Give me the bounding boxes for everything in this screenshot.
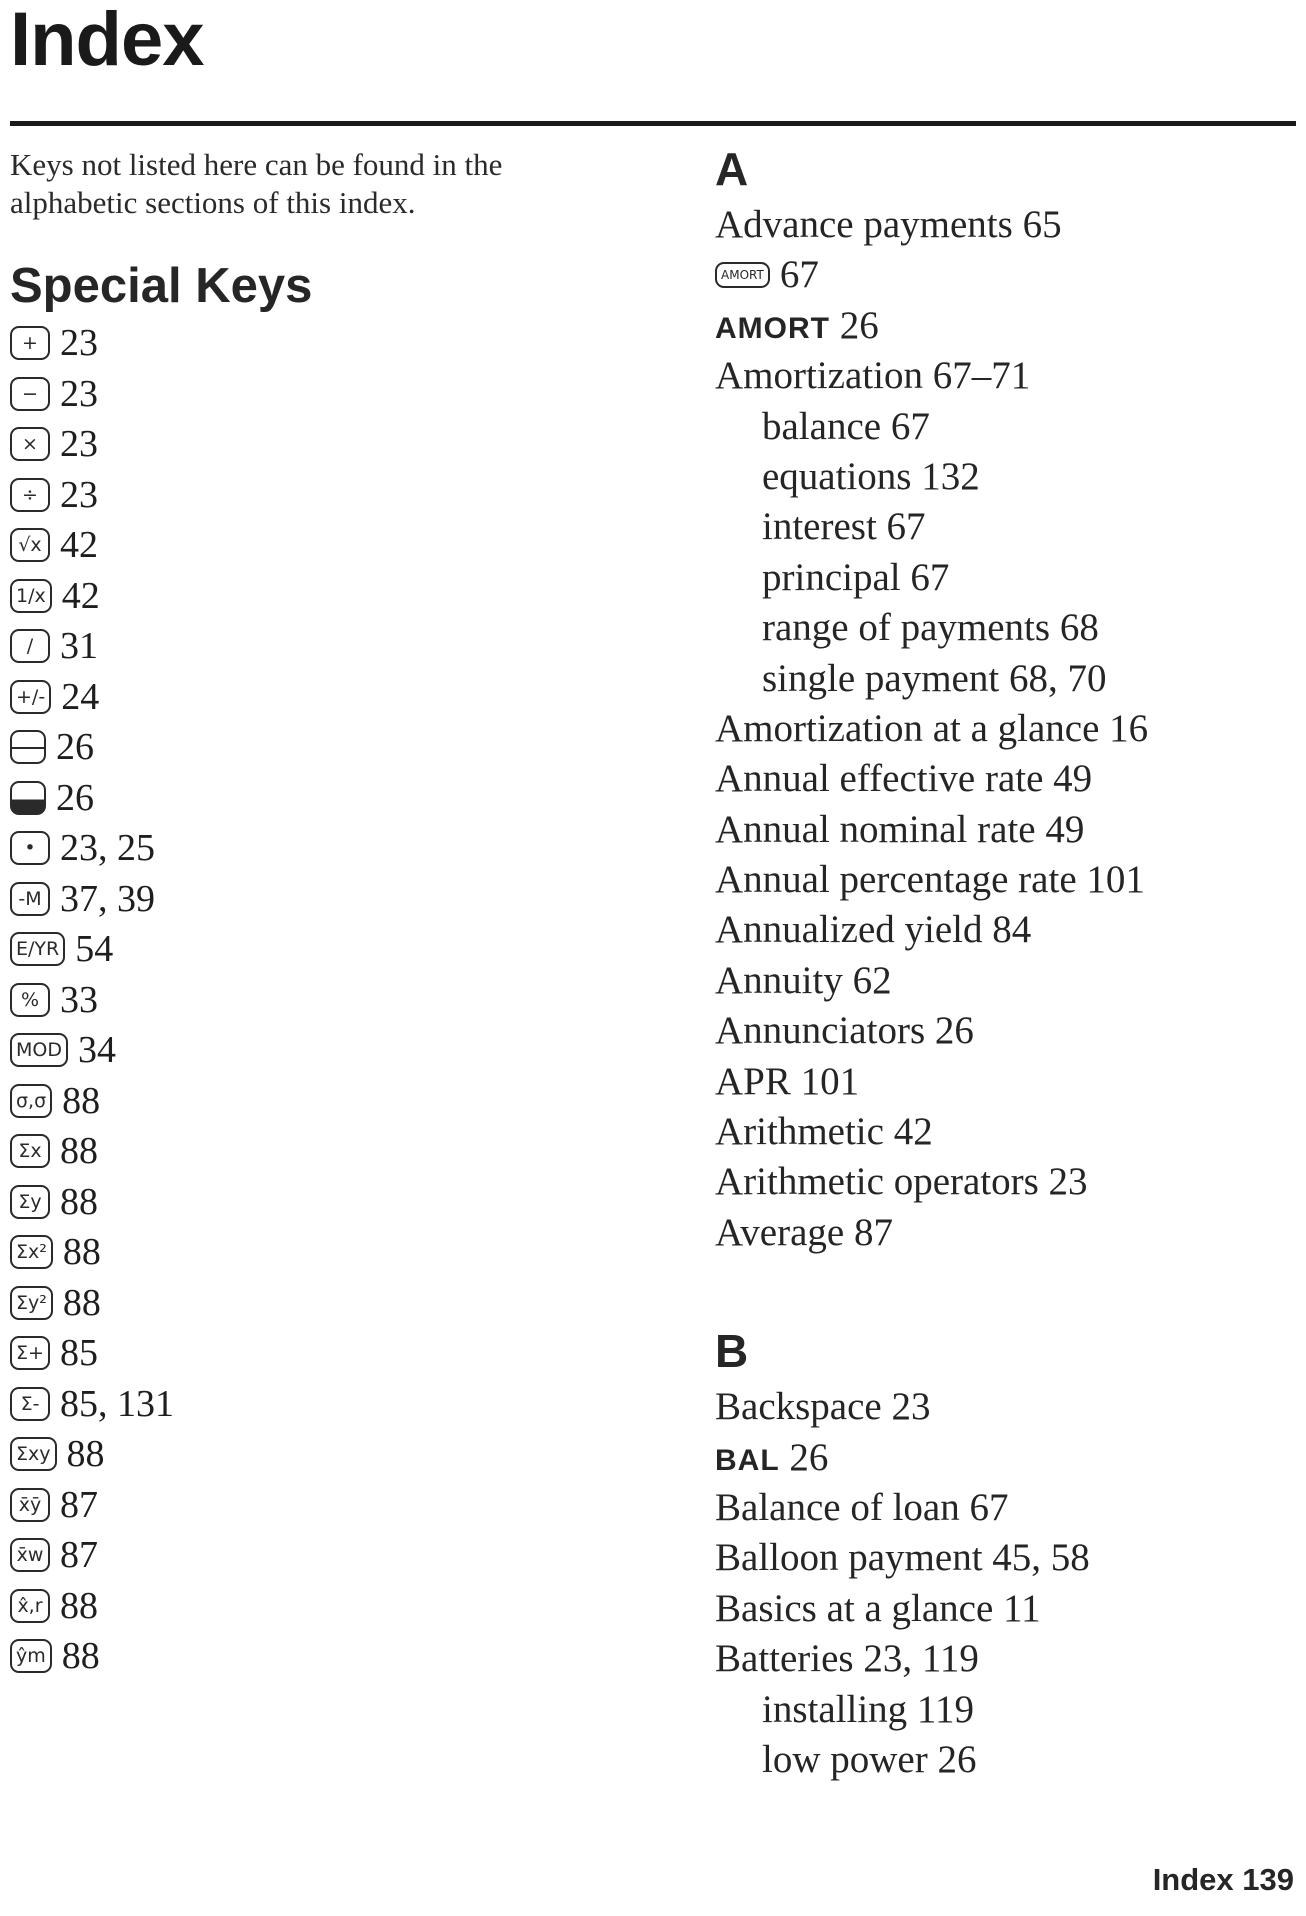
index-entry: Annual percentage rate 101	[715, 858, 1145, 902]
index-subentry: interest 67	[762, 505, 926, 549]
minus-key-icon: −	[10, 377, 50, 411]
index-entry: Backspace 23	[715, 1385, 931, 1429]
sigma-minus-key-icon: Σ-	[10, 1387, 50, 1421]
section-letter-b: B	[715, 1325, 749, 1378]
special-key-entry: Σxy 88	[10, 1429, 610, 1480]
section-b-entries	[715, 1382, 1295, 1785]
index-subentry: principal 67	[762, 555, 950, 599]
slope-key-icon: ŷm	[10, 1639, 52, 1673]
index-entry: Amortization 67–71	[715, 354, 1031, 398]
page-footer: Index 139	[1152, 1862, 1294, 1897]
index-subentry: balance 67	[762, 404, 930, 448]
mod-key-icon: MOD	[10, 1033, 68, 1067]
index-entry: BAL 26	[715, 1435, 829, 1479]
special-key-entry: • 23, 25	[10, 823, 610, 874]
sum-y-key-icon: Σy	[10, 1185, 50, 1219]
weighted-mean-key-icon: x̄w	[10, 1538, 50, 1572]
index-entry: Batteries 23, 119	[715, 1637, 979, 1681]
sum-xy-key-icon: Σxy	[10, 1437, 57, 1471]
sigma-plus-key-icon: Σ+	[10, 1336, 50, 1370]
special-key-entry: / 31	[10, 621, 610, 672]
special-key-entry: Σ- 85, 131	[10, 1379, 610, 1430]
multiply-key-icon: ×	[10, 427, 50, 461]
index-subentry: low power 26	[762, 1737, 977, 1781]
special-key-entry: Σx 88	[10, 1126, 610, 1177]
index-entry: Annual nominal rate 49	[715, 807, 1085, 851]
index-entry: Annual effective rate 49	[715, 757, 1093, 801]
title-divider	[10, 121, 1296, 126]
special-key-entry: + 23	[10, 318, 610, 369]
index-entry: APR 101	[715, 1059, 860, 1103]
special-key-entry: E/YR 54	[10, 924, 610, 975]
plus-key-icon: +	[10, 326, 50, 360]
divide-key-icon: ÷	[10, 478, 50, 512]
sum-x-key-icon: Σx	[10, 1134, 50, 1168]
index-entry: AMORT 67	[715, 250, 1295, 300]
index-entry: Advance payments 65	[715, 203, 1062, 246]
mean-key-icon: x̄ȳ	[10, 1488, 50, 1522]
index-subentry: installing 119	[762, 1687, 974, 1731]
special-key-entry: √x 42	[10, 520, 610, 571]
section-letter-a: A	[715, 143, 749, 195]
index-entry: AMORT 26	[715, 303, 879, 347]
index-entry: Annualized yield 84	[715, 908, 1032, 952]
special-key-entry: ÷ 23	[10, 470, 610, 521]
special-keys-heading: Special Keys	[10, 259, 313, 313]
index-entry: Balance of loan 67	[715, 1485, 1009, 1529]
shift-down-key-icon	[10, 781, 46, 815]
special-key-entry: 1/x 42	[10, 571, 610, 622]
special-key-entry: 26	[10, 773, 610, 824]
eff-nom-key-icon: E/YR	[10, 932, 65, 966]
intro-note: Keys not listed here can be found in the alphabetic sections of this index.	[10, 147, 503, 220]
square-root-key-icon: √x	[10, 528, 50, 562]
sum-x-squared-key-icon: Σx²	[10, 1235, 53, 1269]
special-key-entry: +/- 24	[10, 672, 610, 723]
memory-key-icon: -M	[10, 882, 50, 916]
reciprocal-key-icon: 1/x	[10, 579, 52, 613]
special-key-entry: Σy 88	[10, 1177, 610, 1228]
index-entry: Arithmetic operators 23	[715, 1160, 1088, 1204]
sum-y-squared-key-icon: Σy²	[10, 1286, 53, 1320]
stats-key-icon: σ,σ	[10, 1084, 52, 1118]
special-key-entry: 26	[10, 722, 610, 773]
index-entry: Balloon payment 45, 58	[715, 1536, 1090, 1580]
amort-key-icon: AMORT	[715, 262, 770, 288]
special-keys-list	[10, 318, 610, 1682]
special-key-entry: Σx² 88	[10, 1227, 610, 1278]
decimal-point-key-icon: •	[10, 831, 50, 865]
left-column	[10, 146, 610, 1682]
index-entry: Amortization at a glance 16	[715, 706, 1149, 750]
special-key-entry: × 23	[10, 419, 610, 470]
right-column	[715, 138, 1295, 1785]
special-key-entry: − 23	[10, 369, 610, 420]
index-entry: Arithmetic 42	[715, 1110, 933, 1154]
section-a-entries	[715, 200, 1295, 1258]
special-key-entry: % 33	[10, 975, 610, 1026]
index-subentry: single payment 68, 70	[762, 656, 1107, 700]
percent-key-icon: %	[10, 983, 50, 1017]
change-sign-key-icon: +/-	[10, 680, 51, 714]
index-entry: Basics at a glance 11	[715, 1586, 1041, 1630]
index-entry: Annunciators 26	[715, 1009, 974, 1053]
special-key-entry: σ,σ 88	[10, 1076, 610, 1127]
special-key-entry: -M 37, 39	[10, 874, 610, 925]
shift-up-key-icon	[10, 730, 46, 764]
slash-key-icon: /	[10, 629, 50, 663]
special-key-entry: ŷm 88	[10, 1631, 610, 1682]
index-subentry: equations 132	[762, 454, 980, 498]
index-entry: Annuity 62	[715, 958, 892, 1002]
estimate-key-icon: x̂,r	[10, 1589, 50, 1623]
special-key-entry: x̄w 87	[10, 1530, 610, 1581]
index-entry: Average 87	[715, 1210, 893, 1254]
special-key-entry: Σ+ 85	[10, 1328, 610, 1379]
special-key-entry: MOD 34	[10, 1025, 610, 1076]
index-subentry: range of payments 68	[762, 606, 1099, 650]
special-key-entry: x̂,r 88	[10, 1581, 610, 1632]
special-key-entry: Σy² 88	[10, 1278, 610, 1329]
page-title: Index	[10, 0, 204, 82]
special-key-entry: x̄ȳ 87	[10, 1480, 610, 1531]
